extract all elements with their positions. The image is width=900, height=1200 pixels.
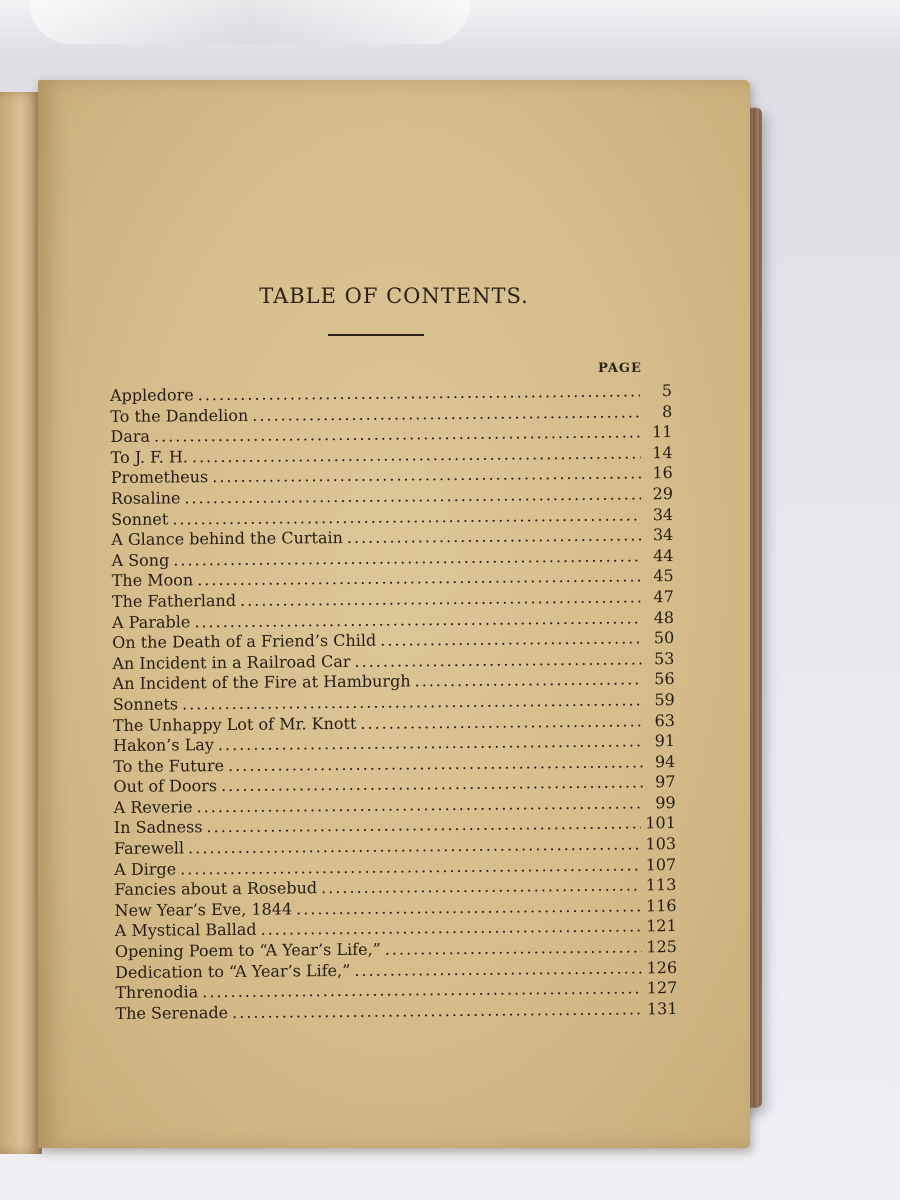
toc-page: 34 [652, 525, 674, 545]
leader-dots [232, 999, 643, 1023]
toc-page: 29 [652, 484, 674, 504]
toc-title: A Parable [111, 611, 191, 632]
leader-dots [354, 649, 642, 672]
toc-title: The Serenade [115, 1002, 229, 1023]
toc-title: A Dirge [114, 859, 177, 879]
leader-dots [380, 628, 642, 651]
title-rule [328, 334, 424, 336]
toc-page: 14 [652, 442, 673, 463]
toc-page: 50 [653, 628, 675, 648]
leader-dots [347, 526, 642, 549]
toc-page: 121 [646, 916, 677, 936]
page-title: TABLE OF CONTENTS. [259, 284, 529, 308]
toc-title: Prometheus [110, 467, 209, 488]
leader-dots [415, 670, 643, 693]
toc-title: Fancies about a Rosebud [114, 878, 318, 900]
toc-page: 5 [661, 381, 673, 401]
toc-page: 44 [653, 545, 674, 566]
toc-title: New Year’s Eve, 1844 [114, 899, 293, 920]
toc-title: Sonnet [111, 509, 169, 529]
toc-page: 56 [654, 669, 675, 689]
toc-title: To J. F. H. [110, 447, 189, 467]
book-page [38, 80, 750, 1148]
toc-title: A Reverie [113, 797, 193, 817]
toc-entry [115, 999, 677, 1024]
toc-title: Appledore [110, 385, 194, 405]
toc-page: 34 [652, 504, 674, 524]
toc-page: 63 [654, 710, 676, 730]
toc-title: The Unhappy Lot of Mr. Knott [112, 713, 357, 735]
toc-page: 48 [653, 607, 675, 627]
toc-title: The Fatherland [111, 590, 237, 611]
left-page-edge [0, 92, 42, 1154]
toc-title: Dara [110, 426, 151, 447]
toc-page: 94 [654, 751, 676, 771]
leader-dots [360, 711, 643, 734]
toc-title: Hakon’s Lay [113, 735, 214, 756]
toc-title: The Moon [111, 570, 194, 591]
toc-title: An Incident of the Fire at Hamburgh [112, 671, 411, 694]
toc-title: To the Dandelion [110, 405, 249, 426]
leader-dots [354, 958, 642, 981]
toc-title: Rosaline [110, 488, 181, 508]
toc-title: Opening Poem to “A Year’s Life,” [114, 939, 381, 962]
toc-title: On the Death of a Friend’s Child [112, 630, 377, 653]
toc-page: 45 [653, 566, 674, 586]
toc-page: 97 [655, 772, 676, 792]
toc-title: A Song [111, 550, 170, 570]
toc-page: 16 [652, 463, 673, 483]
toc-page: 113 [645, 875, 677, 895]
toc-title: Dedication to “A Year’s Life,” [115, 960, 351, 982]
toc-page: 125 [646, 937, 677, 957]
leader-dots [321, 876, 642, 899]
toc-page: 126 [646, 957, 678, 977]
toc-page: 99 [655, 792, 676, 813]
toc-title: Farewell [113, 838, 185, 859]
toc-page: 107 [645, 854, 677, 874]
toc-page: 53 [653, 648, 675, 668]
toc-page: 116 [645, 895, 677, 916]
toc-page: 131 [646, 998, 678, 1019]
toc-page: 101 [645, 813, 676, 833]
toc-title: An Incident in a Railroad Car [112, 651, 351, 673]
toc-title: To the Future [113, 755, 225, 776]
toc-title: A Glance behind the Curtain [111, 528, 343, 550]
toc-page: 59 [654, 689, 675, 710]
toc-title: A Mystical Ballad [114, 920, 257, 941]
toc-list [110, 381, 678, 1024]
page-column-label: PAGE [598, 361, 642, 376]
plastic-fold [30, 0, 470, 44]
leader-dots [385, 937, 643, 960]
toc-page: 11 [651, 422, 673, 442]
toc-title: Threnodia [115, 982, 199, 1003]
toc-page: 8 [661, 401, 673, 421]
toc-page: 127 [646, 978, 678, 998]
toc-page: 47 [653, 587, 674, 607]
toc-page: 103 [645, 834, 677, 854]
toc-title: In Sadness [113, 817, 203, 838]
toc-title: Out of Doors [113, 776, 218, 797]
toc-title: Sonnets [112, 694, 179, 714]
toc-page: 91 [654, 731, 676, 751]
